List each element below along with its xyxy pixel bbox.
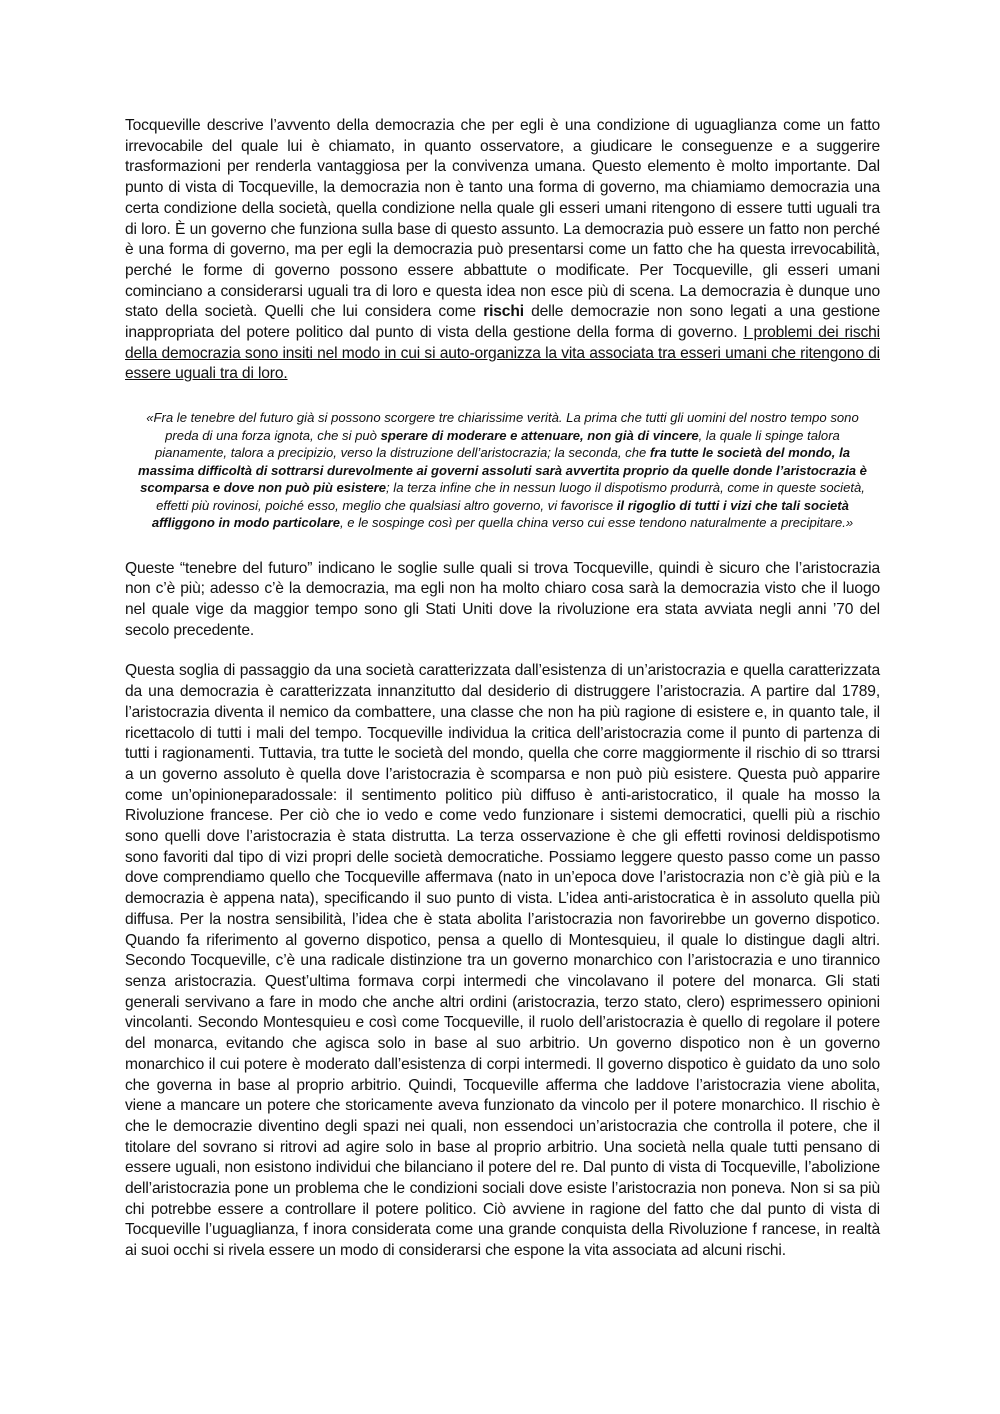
- paragraph-intro-text: Tocqueville descrive l’avvento della democrazia che per egli è una condizione di uguaglianza come un fatto irrevocabile del quale lui è chiamato, in quanto osservatore, a giudicare le conseguenze e a suggerire trasformazioni per renderla vantaggiosa per la convivenza umana. Questo elemento è molto importante. Dal punto di vista di Tocqueville, la democrazia non è tanto una forma di governo, ma chiamiamo democrazia una certa condizione della società, quella condizione nella quale gli esseri umani ritengono di essere tutti uguali tra di loro. È un governo che funziona sulla base di questo assunto. La democrazia può essere un fatto non perché è una forma di governo, ma per egli la democrazia può presentarsi come un fatto che ha questa irrevocabilità, perché le forme di governo possono essere abbattute o modificate. Per Tocqueville, gli esseri umani cominciano a considerarsi uguali tra di loro e questa idea non esce più di scena. La democrazia è dunque uno stato della società. Quelli che lui considera come: [125, 117, 880, 321]
- paragraph-intro-text-2: delle democrazie non sono legati a una gestione inappropriata del potere politico dal punto di vista della gestione della forma di governo.: [125, 303, 880, 342]
- quote-bold-2: fra tutte le società del mondo, la massima difficoltà di sottrarsi durevolmente ai governi assoluti sarà avvertita proprio da quelle donde l’aristocrazia è scomparsa e dove non può più esistere: [138, 445, 867, 496]
- paragraph-intro: [125, 116, 880, 385]
- quote-text-2: , la quale li spinge talora pianamente, talora a precipizio, verso la distruzione dell’aristocrazia; la seconda, che: [154, 427, 840, 461]
- quote-bold-1: sperare di moderare e attenuare, non già di vincere: [380, 427, 699, 443]
- quote-text-3: ; la terza infine che in nessun luogo il dispotismo produrrà, come in queste società, effetti più rovinosi, poiché esso, meglio che qualsiasi altro governo, vi favorisce: [156, 480, 865, 513]
- paragraph-soglia: Questa soglia di passaggio da una società caratterizzata dall’esistenza di un’aristocrazia e quella caratterizzata da una democrazia è caratterizzata innanzitutto dal desiderio di distruggere l’aristocrazia. A partire dal 1789, l’aristocrazia diventa il nemico da combattere, una classe che non ha più ragione di esistere e, in quanto tale, il ricettacolo di tutti i mali del tempo. Tocqueville individua la critica dell’aristocrazia come il punto di partenza di tutti i ragionamenti. Tuttavia, tra tutte le società del mondo, quella che corre maggiormente il rischio di so ttrarsi a un governo assoluto è quella dove l’aristocrazia è scomparsa e non può più esistere. Questa può apparire come un’opinioneparadossale: il sentimento politico più diffuso è anti-aristocratico, il quale ha mosso la Rivoluzione francese. Per ciò che io vedo e come vedo funzionare i sistemi democratici, quelli più a rischio sono quelli dove l’aristocrazia è stata distrutta. La terza osservazione è che gli effetti rovinosi deldispotismo sono favoriti dal tipo di vizi propri delle società democratiche. Possiamo leggere questo passo come un passo dove comprendiamo quello che Tocqueville affermava (nato in un’epoca dove l’aristocrazia non c’è già più e la democrazia è appena nata), specificando il suo punto di vista. L’idea anti-aristocratica è in assoluto quella più diffusa. Per la nostra sensibilità, l’idea che è stata abolita l’aristocrazia non favorirebbe un governo dispotico. Quando fa riferimento al governo dispotico, pensa a quello di Montesquieu, il quale lo distingue dagli altri. Secondo Tocqueville, c’è una radicale distinzione tra un governo monarchico con l’aristocrazia e uno tirannico senza aristocrazia. Quest’ultima formava corpi intermedi che vincolavano il potere del monarca. Gli stati generali servivano a fare in modo che anche altri ordini (aristocrazia, terzo stato, clero) esprimessero opinioni vincolanti. Secondo Montesquieu e così come Tocqueville, il ruolo dell’aristocrazia è quello di regolare il potere del monarca, evitando che agisca solo in base al suo arbitrio. Un governo dispotico non è un governo monarchico il cui potere è moderato dall’esistenza di corpi intermedi. Il governo dispotico è guidato da uno solo che governa in base al proprio arbitrio. Quindi, Tocqueville afferma che laddove l’aristocrazia viene abolita, viene a mancare un potere che storicamente aveva funzionato da vincolo per il potere monarchico. Il rischio è che le democrazie diventino degli spazi nei quali, non essendoci un’aristocrazia che controlla il potere, che il titolare del sovrano si ritrovi ad agire solo in base al proprio arbitrio. Una società nella quale tutti pensano di essere uguali, non esistono individui che bilanciano il potere del re. Dal punto di vista di Tocqueville, l’abolizione dell’aristocrazia pone un problema che le condizioni sociali dove esiste l’aristocrazia non poneva. Non si sa più chi potrebbe essere a controllare il potere politico. Ciò avviene in ragione del fatto che dal punto di vista di Tocqueville l’uguaglianza, f inora considerata come una grande conquista della Rivoluzione f rancese, in realtà ai suoi occhi si rivela essere un modo di considerarsi che espone la vita associata ad alcuni rischi.: [125, 662, 880, 1260]
- document-page: [125, 116, 880, 1262]
- underlined-sentence: I problemi dei rischi della democrazia sono insiti nel modo in cui si auto-organizza la vita associata tra esseri umani che ritengono di essere uguali tra di loro.: [125, 324, 880, 383]
- quote-bold-3: il rigoglio di tutti i vizi che tali società affliggono in modo particolare: [151, 497, 849, 531]
- quote-text-1: «Fra le tenebre del futuro già si possono scorgere tre chiarissime verità. La prima che tutti gli uomini del nostro tempo sono preda di una forza ignota, che si può: [146, 410, 859, 443]
- paragraph-tenebre: Queste “tenebre del futuro” indicano le soglie sulle quali si trova Tocqueville, quindi è sicuro che l’aristocrazia non c’è più; adesso c’è la democrazia, ma egli non ha molto chiaro cosa sarà la democrazia visto che il luogo nel quale vige da maggior tempo sono gli Stati Uniti dove la rivoluzione era stata avviata negli anni ’70 del secolo precedente.: [125, 559, 880, 639]
- quote-text-4: , e le sospinge così per quella china verso cui esse tendono naturalmente a precipitare.»: [340, 515, 854, 531]
- block-quote: [129, 409, 876, 532]
- emphasis-rischi: rischi: [483, 303, 524, 321]
